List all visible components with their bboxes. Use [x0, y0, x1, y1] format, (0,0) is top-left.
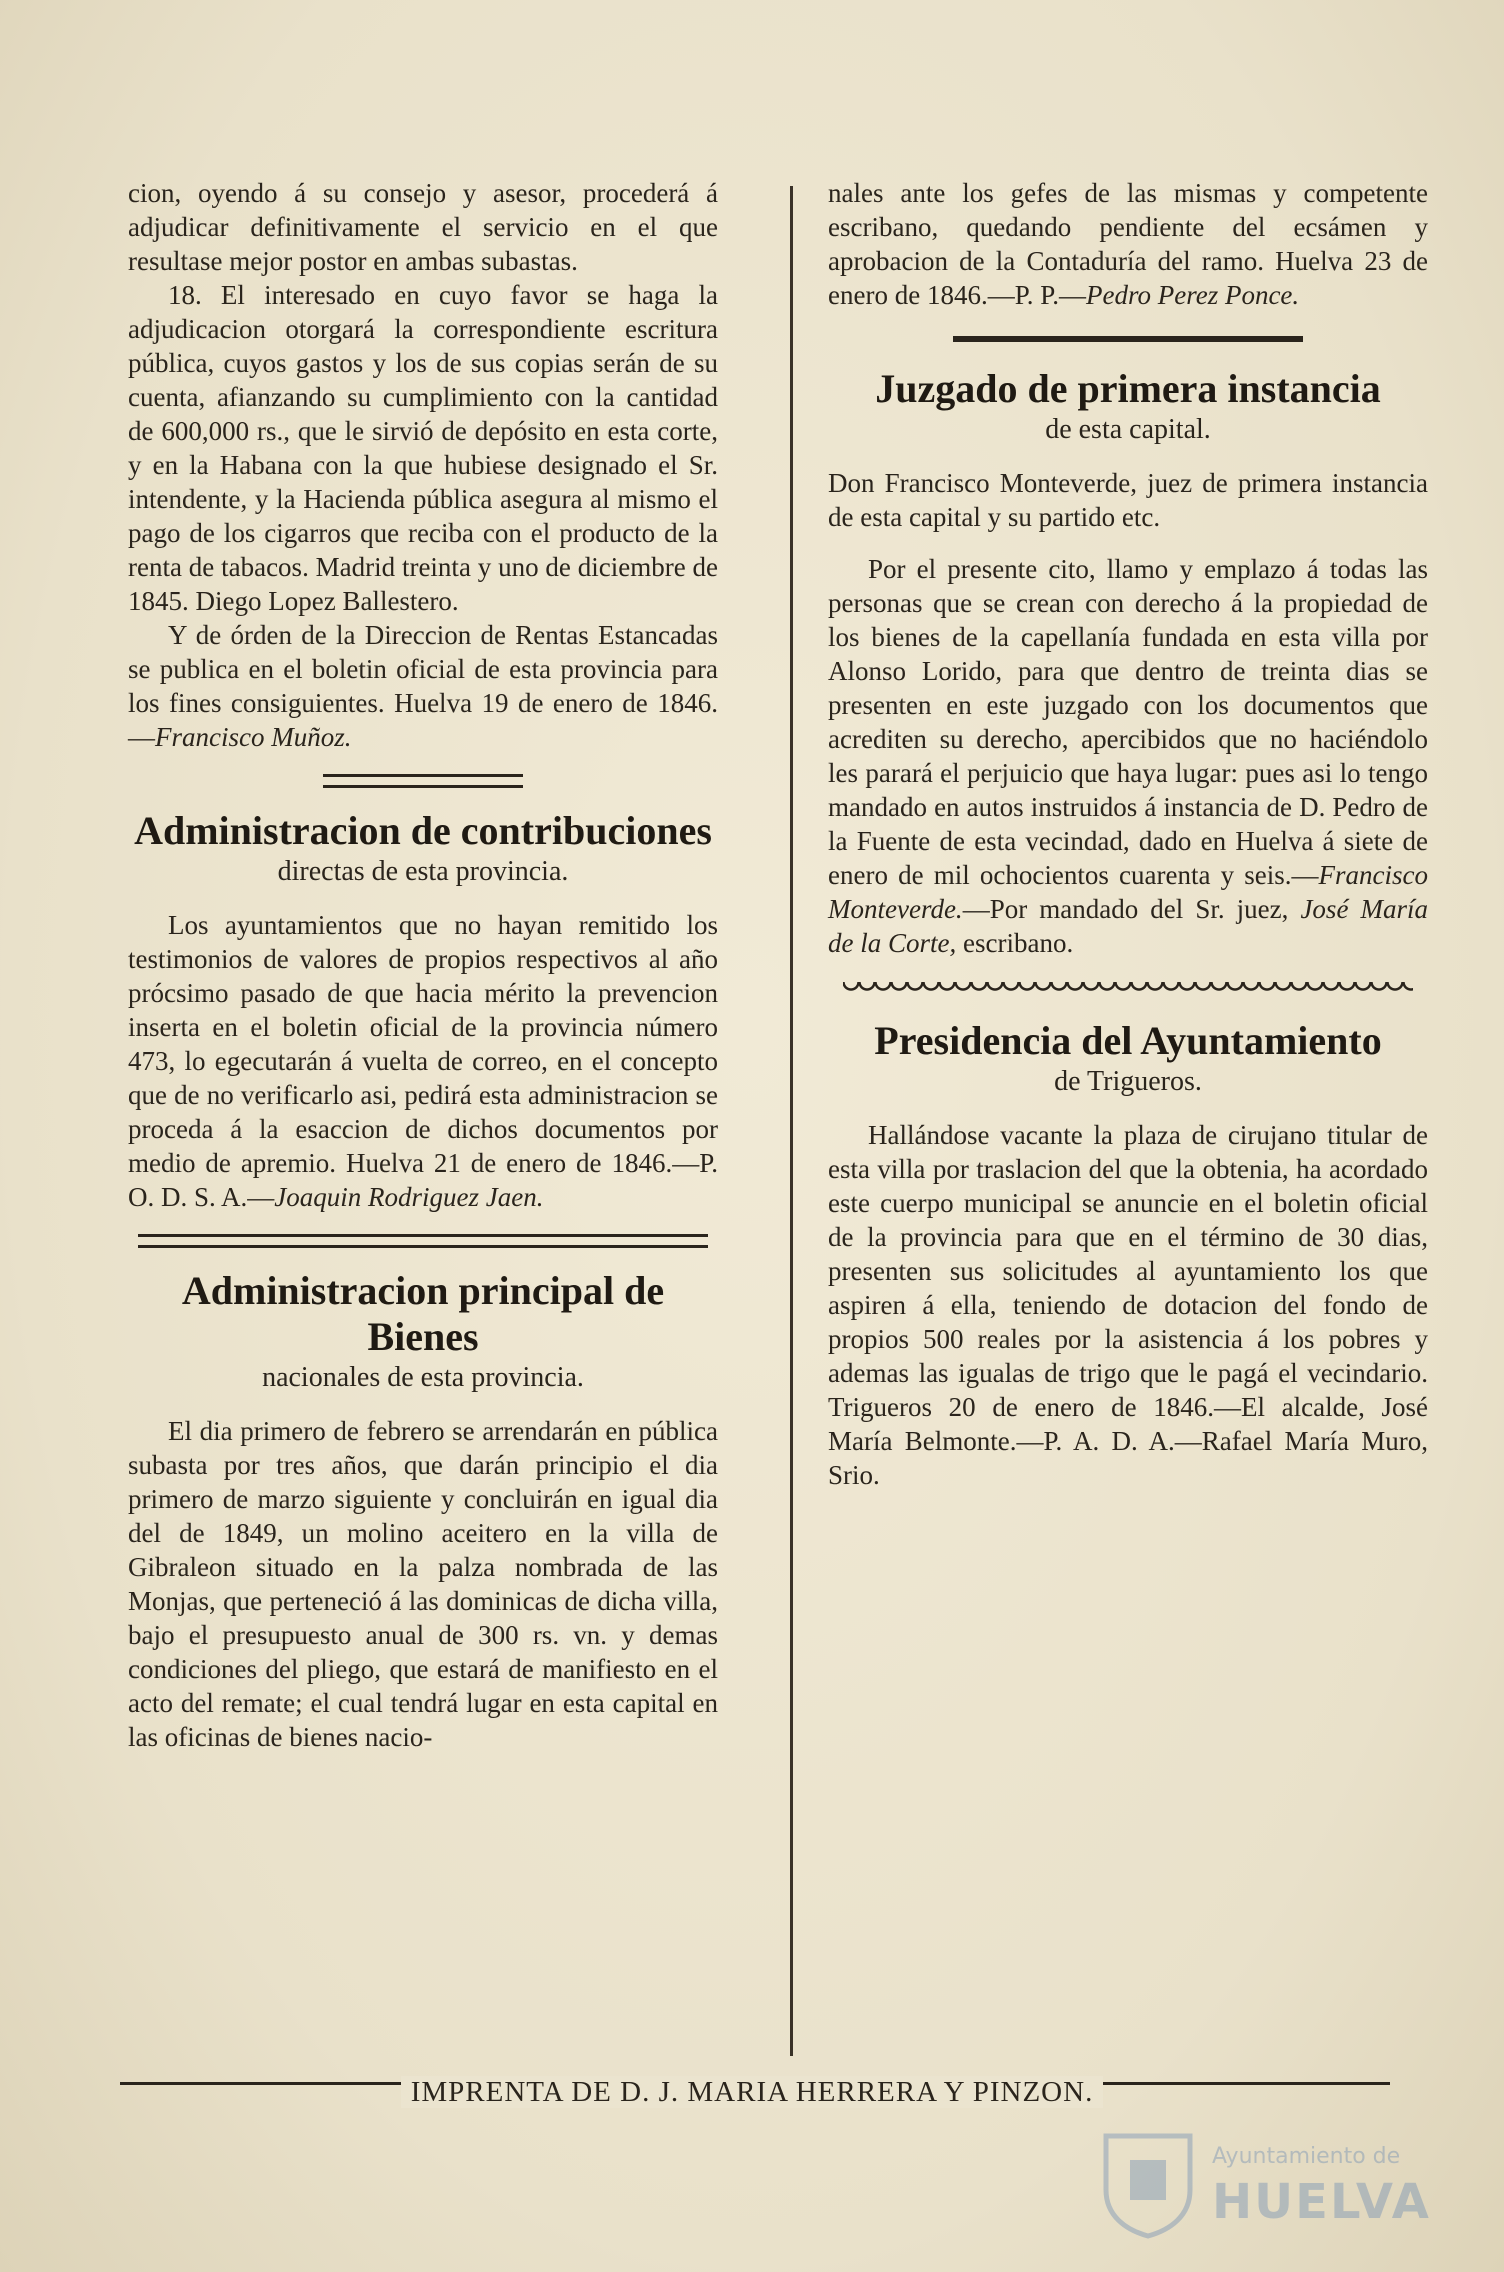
printer-footer-text: IMPRENTA DE D. J. MARIA HERRERA Y PINZON. — [401, 2076, 1104, 2108]
signature-francisco-monteverde: Francisco Monteverde. — [828, 860, 1428, 924]
section-title-contribuciones: Administracion de contribuciones — [134, 808, 712, 853]
paragraph-bienes: El dia primero de febrero se arrendarán en pública subasta por tres años, que darán principio el dia primero de marzo siguiente y concluirán en igual dia del de 1849, un molino aceitero en la villa de Gibraleon situado en la palza nombrada de las Monjas, que perteneció á las dominicas de dicha villa, bajo el presupuesto anual de 300 rs. vn. y demas condiciones del pliego, que estará de manifiesto en el acto del remate; el cual tendrá lugar en esta capital en las oficinas de bienes nacio- — [128, 1416, 718, 1752]
watermark-line1: Ayuntamiento de — [1212, 2144, 1401, 2169]
paragraph-order-text: Y de órden de la Direccion de Rentas Estancadas se publica en el boletin oficial de esta provincia para los fines consiguientes. Huelva 19 de enero de 1846.— — [128, 620, 718, 752]
paragraph-order — [128, 618, 718, 754]
section-subtitle-contribuciones: directas de esta provincia. — [277, 856, 569, 887]
signature-pedro-perez: Pedro Perez Ponce. — [1086, 280, 1300, 310]
signature-francisco-munoz: Francisco Muñoz. — [155, 722, 352, 752]
section-subtitle-juzgado: de esta capital. — [1045, 414, 1211, 445]
paragraph-juzgado-mid: —Por mandado del Sr. juez, — [962, 894, 1289, 924]
paragraph-contribuciones-text: Los ayuntamientos que no hayan remitido los testimonios de valores de propios respectivos al año prócsimo pasado de que hacia mérito la prevencion inserta en el boletin oficial de la provincia número 473, lo egecutarán á vuelta de correo, en el concepto que de no verificarlo asi, pedirá esta administracion se proceda á la esaccion de dichos documentos por medio de apremio. Huelva 21 de enero de 1846.—P. O. D. S. A.— — [128, 910, 718, 1212]
printer-footer — [0, 2076, 1504, 2109]
shield-icon — [1100, 2130, 1196, 2240]
paragraph-contribuciones — [128, 908, 718, 1214]
paragraph-bienes-continuation-text: nales ante los gefes de las mismas y competente escribano, quedando pendiente del ecsámen y aprobacion de la Contaduría del ramo. Huelva 23 de enero de 1846.—P. P.— — [828, 178, 1428, 310]
section-subtitle-bienes: nacionales de esta provincia. — [262, 1362, 584, 1393]
section-subtitle-presidencia: de Trigueros. — [1054, 1066, 1202, 1097]
signature-joaquin-rodriguez: Joaquin Rodriguez Jaen. — [274, 1182, 544, 1212]
section-divider — [138, 1234, 708, 1248]
column-divider — [790, 186, 793, 2056]
signature-jose-maria-corte: José María de la Corte, — [828, 894, 1428, 958]
watermark-line2: HUELVA — [1212, 2174, 1431, 2230]
paragraph-juez-intro: Don Francisco Monteverde, juez de primera instancia de esta capital y su partido etc. — [828, 468, 1428, 532]
paragraph-juzgado — [828, 552, 1428, 960]
watermark — [1100, 2130, 1440, 2240]
section-title-bienes: Administracion principal de Bienes — [181, 1268, 665, 1359]
section-divider — [953, 336, 1303, 342]
section-divider — [323, 774, 523, 788]
section-title-juzgado: Juzgado de primera instancia — [875, 366, 1381, 411]
paragraph-article-18: 18. El interesado en cuyo favor se haga la adjudicacion otorgará la correspondiente escritura pública, cuyos gastos y los de sus copias serán de su cuenta, afianzando su cumplimiento con la cantidad de 600,000 rs., que le sirvió de depósito en esta corte, y en la Habana con la que hubiese designado el Sr. intendente, y la Hacienda pública asegura al mismo el pago de los cigarros que reciba con el producto de la renta de tabacos. Madrid treinta y uno de diciembre de 1845. Diego Lopez Ballestero. — [128, 280, 718, 616]
paragraph-juzgado-text: Por el presente cito, llamo y emplazo á todas las personas que se crean con derecho á la propiedad de los bienes de la capellanía fundada en esta villa por Alonso Lorido, para que dentro de treinta dias se presenten en este juzgado con los documentos que acrediten su derecho, apercibidos que no haciéndolo les parará el perjuicio que haya lugar: pues asi lo tengo mandado en autos instruidos á instancia de D. Pedro de la Fuente de esta vecindad, dado en Huelva á siete de enero de mil ochocientos cuarenta y seis.— — [828, 554, 1428, 890]
section-title-presidencia: Presidencia del Ayuntamiento — [874, 1018, 1382, 1063]
paragraph-presidencia: Hallándose vacante la plaza de cirujano titular de esta villa por traslacion del que la obtenia, ha acordado este cuerpo municipal se anuncie en el boletin oficial de la provincia para que en el término de 30 dias, presenten sus solicitudes al ayuntamiento los que aspiren á ella, teniendo de dotacion del fondo de propios 500 reales por la asistencia á los pobres y ademas las igualas de trigo que le pagá el vecindario. Trigueros 20 de enero de 1846.—El alcalde, José María Belmonte.—P. A. D. A.—Rafael María Muro, Srio. — [828, 1120, 1428, 1490]
left-column — [128, 176, 718, 1754]
paragraph-bienes-continuation — [828, 176, 1428, 312]
right-column — [828, 176, 1428, 1492]
paragraph-juzgado-end: escribano. — [963, 928, 1074, 958]
section-divider — [843, 982, 1413, 996]
paragraph-continuation: cion, oyendo á su consejo y asesor, procederá á adjudicar definitivamente el servicio en el que resultase mejor postor en ambas subastas. — [128, 178, 718, 276]
